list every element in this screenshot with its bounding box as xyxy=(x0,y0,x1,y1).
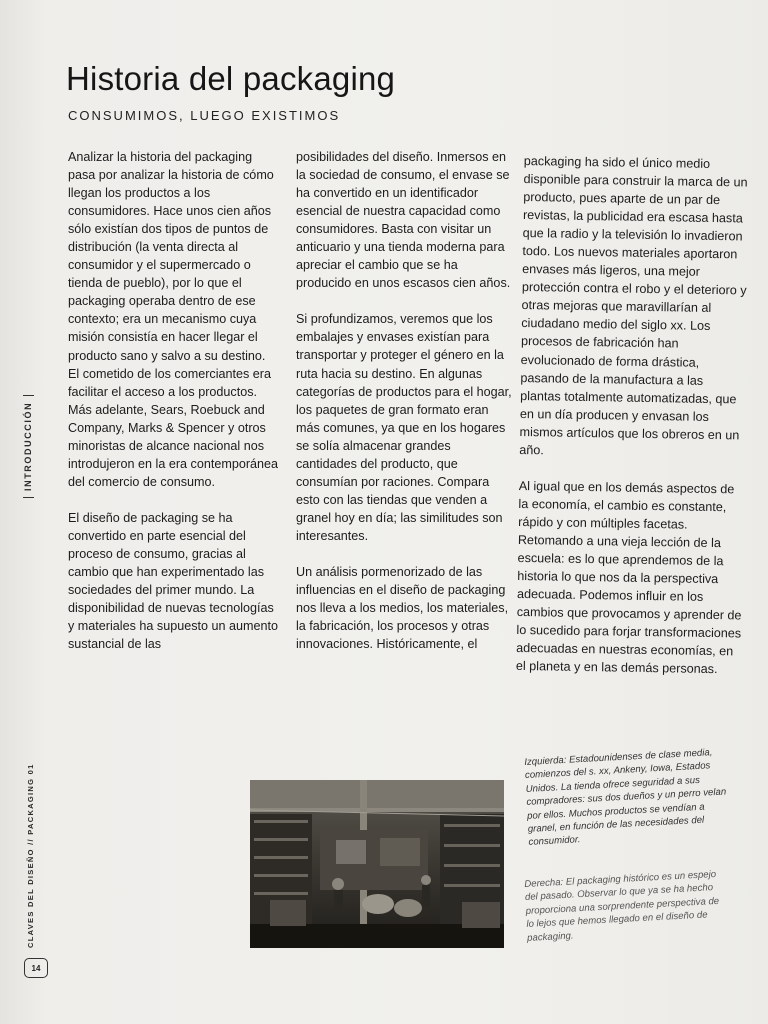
text-column-3 xyxy=(515,152,749,697)
divider xyxy=(23,395,34,396)
photo-caption-left: Izquierda: Estadounidenses de clase media, comienzos del s. xx, Ankeny, Iowa, Estados Unidos. La tienda ofrece seguridad a sus compradores: sus dos dueños y un perro velan por ellos. Muchos productos se vendían a granel, en función de las necesidades del consumidor. xyxy=(524,747,727,849)
photo-caption-right: Derecha: El packaging histórico es un espejo del pasado. Observar lo que ya se ha hecho proporciona una sorprendente perspectiva de lo lejos que hemos llegado en el diseño de packaging. xyxy=(524,868,720,944)
paragraph: Un análisis pormenorizado de las influencias en el diseño de packaging nos lleva a los medios, los materiales, la fabricación, los procesos y otras innovaciones. Históricamente, el xyxy=(296,564,509,652)
series-label: CLAVES DEL DISEÑO // PACKAGING 01 xyxy=(26,763,35,948)
section-label xyxy=(20,388,36,498)
page-title: Historia del packaging xyxy=(66,60,396,97)
store-interior-image xyxy=(250,780,504,948)
paragraph: El diseño de packaging se ha convertido en parte esencial del proceso de consumo, gracias al cambio que han experimentado las sociedades del primer mundo. La disponibilidad de nuevas tecnologías y materiales ha supuesto un aumento sustancial de las xyxy=(68,510,279,652)
text-column-2 xyxy=(296,148,512,671)
paragraph: Si profundizamos, veremos que los embalajes y envases existían para transportar y proteger el género en la ruta hacia su destino. En algunas categorías de productos para el hogar, los paquetes de gran formato eran más comunes, ya que en los hogares se solía almacenar grandes cantidades del producto, que consumían por raciones. Compara esto con las tiendas que venden a granel hoy en día; las similitudes son interesantes. xyxy=(296,312,512,543)
paragraph: Al igual que en los demás aspectos de la economía, el cambio es constante, rápido y con múltiples facetas. Retomando a una vieja lección de la escuela: es lo que aprendemos de la historia lo que nos da la perspectiva adecuada. Podemos influir en los cambios que provocamos y aprender de lo sucedido para forjar transformaciones adecuadas en nuestras economías, en el planeta y en las demás personas. xyxy=(515,478,742,677)
page-subtitle: CONSUMIMOS, LUEGO EXISTIMOS xyxy=(68,108,341,123)
historic-store-photo xyxy=(250,780,504,948)
paragraph: posibilidades del diseño. Inmersos en la sociedad de consumo, el envase se ha convertido en un identificador esencial de nuestra capacidad como consumidores. Basta con visitar un anticuario y una tienda moderna para apreciar el cambio que se ha producido en unos escasos cien años. xyxy=(296,150,511,291)
text-column-1 xyxy=(68,148,280,671)
section-label-text: INTRODUCCIÓN xyxy=(23,401,33,491)
paragraph: Analizar la historia del packaging pasa por analizar la historia de cómo llegan los productos a los consumidores. Hace unos cien años sólo existían dos tipos de puntos de distribución (la venta directa al consumidor y el supermercado o tienda de pueblo), por lo que el packaging operaba dentro de ese contexto; era un mecanismo cuya misión consistía en hacer llegar el producto sano y salvo a su destino. El cometido de los comerciantes era facilitar el acceso a los productos. Más adelante, Sears, Roebuck and Company, Marks & Spencer y otros minoristas de alcance nacional nos introdujeron en la era contemporánea del comercio de consumo. xyxy=(68,150,279,489)
paragraph: packaging ha sido el único medio disponible para construir la marca de un producto, pues aparte de un par de revistas, la publicidad era escasa hasta que la radio y la televisión lo invadieron todo. Los nuevos materiales aportaron envases más ligeros, una mejor protección contra el robo y el deterioro y otras mejoras que maravillarían al ciudadano medio del siglo xx. Los procesos de fabricación han evolucionado de forma drástica, pasando de la manufactura a las plantas totalmente automatizadas, que en un día producen y envasan los mismos artículos que los obreros en un año. xyxy=(519,153,748,458)
divider xyxy=(23,497,34,498)
page-number: 14 xyxy=(24,958,48,978)
